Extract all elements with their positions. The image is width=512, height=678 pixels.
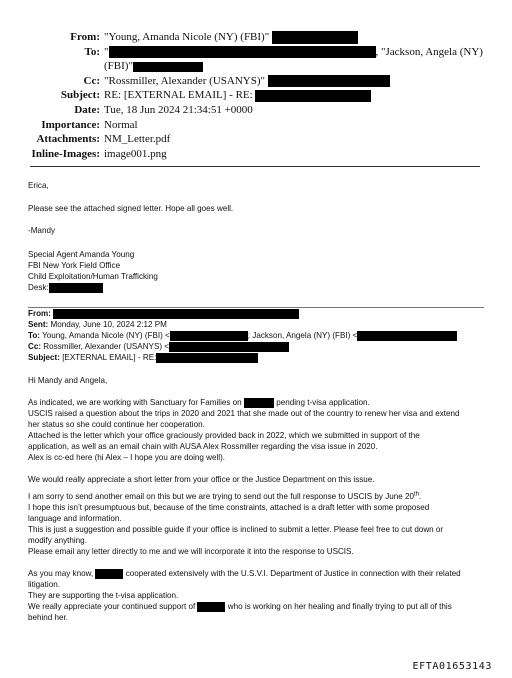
quoted-text: As indicated, we are working with Sanctuary for Families on [28,398,242,408]
redaction-box [109,46,376,58]
reply-line: Please see the attached signed letter. Hope all goes well. [28,204,234,213]
quoted-line: I hope this isn’t presumptuous but, because of the time constraints, attached is a draft letter with some proposed [28,503,430,512]
quoted-sent-row [28,320,167,331]
quoted-sent-label: Sent: [28,320,49,329]
redaction-box [156,353,258,363]
header-divider [30,166,480,167]
to-value-mid: , "Jackson, Angela (NY) [375,45,483,58]
quoted-line: This is just a suggestion and possible guide if your office is inclined to submit a letter. Please feel free to cut down or [28,525,444,534]
to-value-cont: (FBI)" [104,60,133,73]
signature-name: Special Agent Amanda Young [28,250,135,259]
from-row [0,30,512,45]
quoted-subject-value: [EXTERNAL EMAIL] - RE: [62,353,157,363]
attachments-value: NM_Letter.pdf [104,133,171,146]
to-label: To: [84,45,100,58]
from-value: "Young, Amanda Nicole (NY) (FBI)" [104,31,270,43]
email-header [0,30,512,161]
subject-value: RE: [EXTERNAL EMAIL] - RE: [104,89,253,102]
reply-signoff: -Mandy [28,226,55,235]
redaction-box [272,31,358,44]
quoted-text: . [419,492,422,501]
superscript: th [414,491,420,498]
importance-value: Normal [104,118,138,131]
redaction-box [169,342,289,352]
redaction-box [357,331,457,341]
redaction-box [49,283,103,293]
redaction-box [53,309,299,319]
subject-row [0,88,512,103]
quoted-line [28,602,452,613]
redaction-box [170,331,248,341]
redaction-box [197,602,225,612]
signature-office: FBI New York Field Office [28,261,121,270]
quoted-text: cooperated extensively with the U.S.V.I. Department of Justice in connection with their related [125,569,461,579]
to-row [0,45,512,60]
attachments-label: Attachments: [36,133,100,146]
cc-value: "Rossmiller, Alexander (USANYS)" [104,74,265,87]
quoted-line: USCIS raised a question about the trips in 2020 and 2021 that she made out of the country to renew her visa and extend [28,409,460,418]
quoted-subject-label: Subject: [28,353,60,363]
quoted-line: language and information. [28,514,122,523]
quoted-from-label: From: [28,309,51,319]
quoted-line: Attached is the letter which your office graciously provided back in 2022, which we submitted in support of the [28,431,420,440]
quoted-cc-label: Cc: [28,342,42,352]
subject-label: Subject: [60,89,100,102]
quoted-to-value-a: Young, Amanda Nicole (NY) (FBI) < [42,331,170,341]
inline-images-label: Inline-Images: [31,147,100,160]
date-label: Date: [74,103,100,116]
quoted-line [28,569,461,580]
quoted-line: modify anything. [28,536,87,545]
cc-label: Cc: [83,74,100,87]
quoted-line: Alex is cc-ed here (hi Alex – I hope you are doing well). [28,453,226,462]
quoted-subject-row [28,353,258,364]
quoted-cc-value: Rossmiller, Alexander (USANYS) < [43,342,170,352]
quoted-to-value-b: ; Jackson, Angela (NY) (FBI) < [247,331,358,341]
quoted-line: behind her. [28,613,69,622]
quoted-to-row [28,331,457,342]
quoted-line: application, as well as an email chain with AUSA Alex Rossmiller regarding the visa issue in 2020. [28,442,378,451]
quoted-line [28,398,370,409]
quoted-text: As you may know, [28,569,94,579]
inline-images-value: image001.png [104,147,167,160]
quoted-text: I am sorry to send another email on this but we are trying to send out the full response to USCIS by June 20 [28,492,415,501]
quoted-line: We would really appreciate a short letter from your office or the Justice Department on this issue. [28,475,375,484]
quoted-text: We really appreciate your continued support of [28,602,196,612]
redaction-box [244,398,274,408]
quoted-line: Please email any letter directly to me and we will incorporate it into the response to USCIS. [28,547,354,556]
quoted-greeting: Hi Mandy and Angela, [28,376,108,385]
quoted-cc-row [28,342,289,353]
to-value-start: " [104,45,109,58]
quoted-line: They are supporting the t-visa application. [28,591,179,600]
redaction-box [133,62,203,72]
signature-desk-label: Desk: [28,283,49,293]
quoted-text: who is working on her healing and finally trying to put all of this [227,602,452,612]
quoted-text: pending t-visa application. [276,398,370,408]
quoted-line: her status so she could continue her cooperation. [28,420,205,429]
quoted-sent-value: Monday, June 10, 2024 2:12 PM [50,320,167,329]
bates-number: EFTA01653143 [412,661,492,672]
importance-row [0,118,512,133]
signature-unit: Child Exploitation/Human Trafficking [28,272,158,281]
quoted-to-label: To: [28,331,40,341]
quoted-line [28,492,421,503]
redaction-box [255,90,371,102]
redaction-box [268,75,390,87]
from-label: From: [70,31,100,43]
date-value: Tue, 18 Jun 2024 21:34:51 +0000 [104,103,253,116]
inline-images-row [0,147,512,162]
date-row [0,103,512,118]
to-row-cont [0,59,512,74]
signature-desk [28,283,103,294]
quoted-from-row [28,309,299,320]
importance-label: Importance: [41,118,100,131]
quote-divider [28,307,484,308]
quoted-line: litigation. [28,580,60,589]
redaction-box [95,569,123,579]
reply-greeting: Erica, [28,181,49,190]
cc-row [0,74,512,89]
attachments-row [0,132,512,147]
